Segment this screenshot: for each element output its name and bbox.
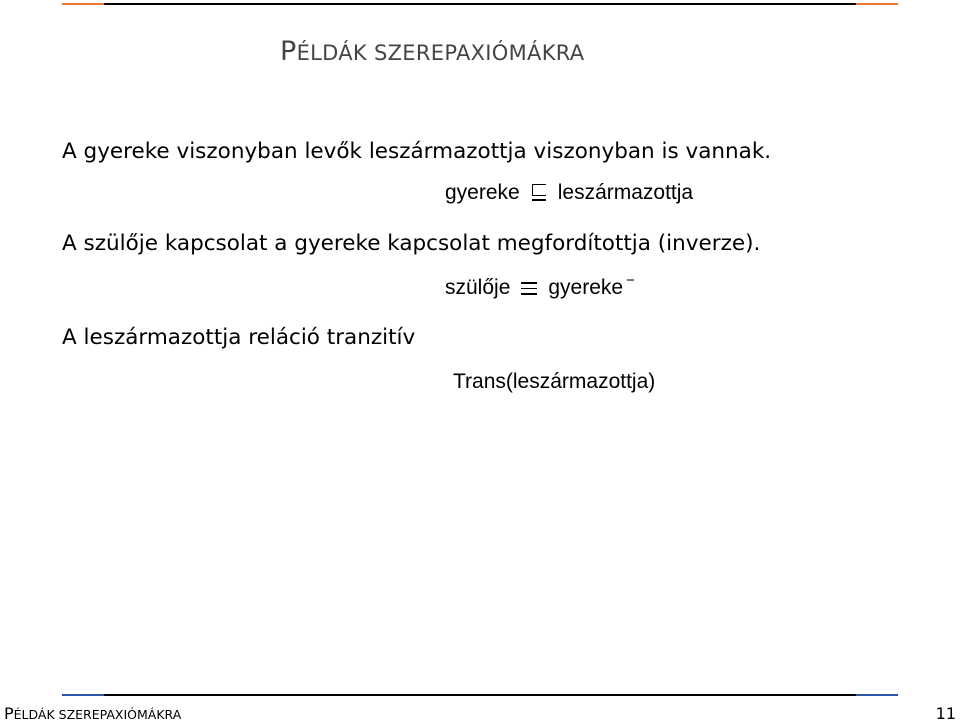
footer-rule — [62, 694, 898, 696]
formula-subrole-right: leszármazottja — [557, 181, 694, 204]
header-rule — [62, 3, 898, 5]
footer-title-initial: P — [4, 704, 14, 723]
formula-subrole-left: gyereke — [445, 181, 520, 204]
formula-subrole — [445, 182, 693, 203]
frame-title-rest: ÉLDÁK SZEREPAXIÓMÁKRA — [296, 41, 585, 65]
equivalence-icon — [520, 278, 538, 298]
footer-title — [4, 706, 181, 722]
header-rule-accent-right — [856, 3, 898, 5]
header-rule-accent-left — [62, 3, 104, 5]
footer-rule-accent-right — [856, 694, 898, 696]
frame-title — [280, 36, 584, 67]
formula-transitive: Trans(leszármazottja) — [453, 370, 656, 393]
square-subset-eq-icon — [530, 182, 548, 202]
formula-inverse — [445, 272, 635, 299]
statement-transitive-role: A leszármazottja reláció tranzitív — [62, 325, 416, 350]
formula-inverse-left: szülője — [445, 276, 511, 299]
statement-inverse-role: A szülője kapcsolat a gyereke kapcsolat megfordítottja (inverze). — [62, 231, 761, 256]
frame-title-initial: P — [280, 36, 297, 67]
inverse-superscript: − — [626, 272, 635, 289]
formula-inverse-right: gyereke — [548, 276, 624, 299]
page-number: 11 — [935, 704, 956, 723]
footer-title-rest: ÉLDÁK SZEREPAXIÓMÁKRA — [13, 707, 182, 722]
footer-rule-accent-left — [62, 694, 104, 696]
statement-transitive-descendants: A gyereke viszonyban levők leszármazottja viszonyban is vannak. — [62, 139, 772, 164]
